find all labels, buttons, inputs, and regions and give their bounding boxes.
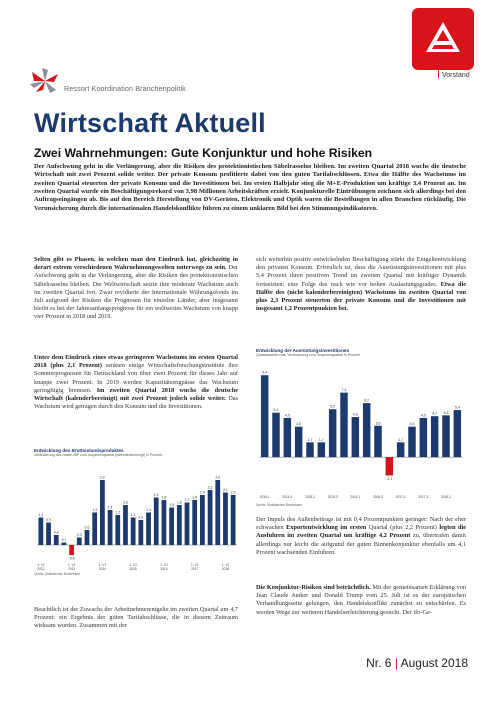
gdp-chart-bar xyxy=(146,513,151,546)
article-lead: Der Aufschwung geht in die Verlängerung, aber die Risiken des protektionistischen Säbelrasselns bleiben. Im zweiten Quartal 2018 wuchs die deutsche Wirtschaft mit zwei Prozent solide weiter. Der private Konsum profitierte dabei von den guten Tarifabschlüssen. Etwa die Hälfte des Wachstums im zweiten Quartal steuerten der private Konsum und die Investitionen bei. Im ersten Halbjahr stieg die M+E-Produktion um kräftige 3,4 Prozent an. Im zweiten Quartal wurde ein Beschäftigungsrekord von 3,98 Millionen Arbeitskräften erzielt. Konjunkturelle Eintrübungen zeichnen sich allerdings bei den Auftragseingängen ab. Bis auf den Bereich Herstellung von DV-Geräten, Elektronik und Optik waren die Bestellungen in allen Branchen rückläufig. Die Verunsicherung durch die internationalen Handelskonflikte führen zu einem unklaren Bild bei den Stimmungsindikatoren. xyxy=(34,163,466,212)
investment-chart-data-label: 1,7 xyxy=(318,437,324,442)
gdp-chart-bar xyxy=(154,498,159,546)
paragraph-wages: Beachtlich ist der Zuwachs der Arbeitnehmerentgelte im zweiten Quartal um 4,7 Prozent: ein Ergebnis der guten Tarifabschlüsse, die in diesem Zeitraum wirksam wurden. Zusammen mit der xyxy=(34,606,238,630)
paragraph-forecast-bold-2: Im zweiten Quartal 2018 wuchs die deutsche Wirtschaft (kalenderbereinigt) mit zwei Prozent jedoch solide weiter. xyxy=(34,386,239,403)
gdp-chart-data-label: 0,9 xyxy=(46,518,51,522)
gdp-chart-bar xyxy=(92,513,97,546)
investment-chart-data-label: 5,1 xyxy=(273,408,279,413)
paragraph-intro-text: Der Aufschwung geht in die Verlängerung, aber die Risiken des protektionistischen Säbelrasselns bleiben. Die Weltwirtschaft setzte ihre moderate Wachstum auch im zweiten Quartal fort. Zwar revidierte der Internationale Währungsfonds im Juli aufgrund der Risiken die Prognosen für einzelne Länder, aber insgesamt bleibt es bei der Jahresanfangsprognose für ein weltweites Wachstum von knapp vier Prozent in 2018 und 2019. xyxy=(34,264,238,321)
investment-chart-data-label: 3,6 xyxy=(375,421,381,426)
gdp-chart-bar xyxy=(200,495,205,545)
paragraph-investment-bold: Etwa die Hälfte des (nicht kalenderbereinigten) Wachstums im zweiten Quartal von plus 2,3 Prozent steuerten der private Konsum und die Investitionen mit insgesamt 1,2 Prozentpunkten bei. xyxy=(256,280,466,313)
issue-number: Nr. 6 xyxy=(366,656,392,670)
gdp-chart-bar xyxy=(46,523,51,546)
investment-chart-source: Quelle: Statistisches Bundesamt xyxy=(256,503,302,507)
investment-chart-data-label: 4,7 xyxy=(432,411,438,416)
gdp-chart-data-label: 0,1 xyxy=(61,538,67,542)
gdp-chart-bar xyxy=(62,543,67,546)
gdp-chart-bar xyxy=(131,518,136,546)
investment-chart-data-label: 4,6 xyxy=(352,412,358,417)
paragraph-exports-text-3: zu, übertrafen damit allerdings nur leicht die aufgrund der guten Binnenkonjunktur ebenfalls um 4,1 Prozent wachsenden Einfuhren. xyxy=(256,532,466,556)
paragraph-exports xyxy=(256,516,466,557)
gdp-chart-tick-label: 1. VJ xyxy=(191,563,199,567)
paragraph-risks-bold: Die Konjunktur-Risiken sind beträchtlich. xyxy=(256,584,371,591)
gdp-chart-data-label: 1,3 xyxy=(92,508,98,512)
investment-chart-tick-label: 2016-3 xyxy=(373,495,383,499)
investment-chart-tick-label: 2015-1 xyxy=(305,495,315,499)
investment-chart-bar xyxy=(420,418,427,457)
paragraph-forecast-end: Das Wachstum wird getragen durch den Konsum und die Investitionen. xyxy=(34,395,238,411)
investment-chart-bar xyxy=(284,418,291,457)
investment-chart-data-label: 3,5 xyxy=(296,422,302,427)
gdp-chart-tick-label: 1. VJ xyxy=(67,563,76,567)
gdp-chart-data-label: 1,0 xyxy=(138,515,144,520)
investment-chart-bar xyxy=(352,417,359,457)
investment-chart-data-label: 5,4 xyxy=(454,405,460,410)
paragraph-forecast-text: senkten einige Wirtschaftsforschungsinstitute ihre Sommerprognosen für Deutschland von über zwei Prozent für dieses Jahr auf knappe zwei Prozent. In 2019 werden Kapazitätsengpässe das Wachstum geringfügig bremsen. xyxy=(34,362,239,394)
investment-chart-data-label: 4,5 xyxy=(420,413,426,418)
gdp-chart-data-label: 2,1 xyxy=(223,488,228,492)
investment-chart-data-label: 9,4 xyxy=(262,370,268,375)
gdp-chart-data-label: 0,3 xyxy=(76,533,82,537)
gdp-chart-bar xyxy=(54,535,59,545)
investment-chart-bar xyxy=(431,416,438,457)
gdp-chart-bar xyxy=(169,508,174,546)
ig-metall-logo xyxy=(412,8,474,70)
investment-chart-subtitle: Quartalswerte real, Veränderung zum Vorjahresquartal in Prozent xyxy=(256,353,361,357)
gdp-chart-tick-label: 1. VJ xyxy=(129,563,137,567)
gdp-chart-tick-label: 2018 xyxy=(221,567,230,572)
issue-date: August 2018 xyxy=(400,656,468,670)
investment-chart-data-label: 3,5 xyxy=(409,422,415,427)
issue-separator: | xyxy=(391,656,401,670)
investment-chart-bar xyxy=(272,413,279,457)
paragraph-exports-bold-1: Exportentwicklung im ersten xyxy=(286,524,367,532)
gdp-chart-data-label: 1,8 xyxy=(192,495,198,500)
investment-chart-data-label: -2,1 xyxy=(386,477,393,482)
investment-chart-title: Entwicklung der Ausrüstungsinvestitionen xyxy=(256,348,350,353)
gdp-chart-bar xyxy=(138,520,143,545)
article-headline: Zwei Wahrnehmungen: Gute Konjunktur und hohe Risiken xyxy=(34,146,373,160)
investment-chart-tick-label: 2015-3 xyxy=(327,495,338,499)
paragraph-exports-text-1: Der Impuls des Außenbeitrags ist mit 0,4 Prozentpunkten geringer: Nach der eher schwachen xyxy=(256,516,466,532)
investment-chart-tick-label: 2017-3 xyxy=(418,495,429,499)
gdp-chart-data-label: 1,6 xyxy=(176,500,182,505)
investment-chart-tick-label: 2014-1 xyxy=(259,495,270,499)
investment-chart xyxy=(256,348,466,510)
paragraph-risks xyxy=(256,584,466,617)
investment-chart-tick-label: 2018-1 xyxy=(441,495,451,499)
investment-chart-data-label: 5,5 xyxy=(330,404,336,409)
investment-chart-bar xyxy=(408,427,415,458)
gdp-chart-data-label: 0,4 xyxy=(53,530,59,535)
investment-chart-bar xyxy=(261,375,268,457)
gdp-chart-data-label: -0,4 xyxy=(68,556,75,561)
issue-label xyxy=(366,656,468,670)
gdp-chart xyxy=(34,448,240,578)
gdp-chart-tick-label: 2013 xyxy=(68,567,76,572)
gdp-chart-data-label: 1,7 xyxy=(184,498,190,502)
gdp-chart-data-label: 2,6 xyxy=(100,475,105,480)
gdp-chart-bar xyxy=(115,515,120,545)
investment-chart-data-label: 6,2 xyxy=(364,398,370,403)
gdp-chart-bar xyxy=(162,500,167,545)
investment-chart-tick-label: 2014-3 xyxy=(282,495,293,499)
gdp-chart-data-label: 1,4 xyxy=(107,505,113,510)
gdp-chart-tick-label: 2014 xyxy=(98,567,106,572)
paragraph-investment xyxy=(256,256,466,313)
gdp-chart-bar xyxy=(231,495,236,545)
paragraph-risks-text: Mit der gemeinsamen Erklärung von Jean Claude Junker und Donald Trump vom 25. Juli ist es der europäischen Verhandlungsseite gelungen, den Handelskonflikt zunächst zu entschärfen. Es werden Wege zur weiteren Handelserleichterung gesucht. Der ifo-Ge- xyxy=(256,584,466,616)
gdp-chart-data-label: 0,6 xyxy=(84,525,90,530)
investment-chart-data-label: 1,7 xyxy=(307,437,313,442)
gdp-chart-plot xyxy=(34,462,240,574)
gdp-chart-bar xyxy=(223,493,228,546)
gdp-chart-data-label: 2,2 xyxy=(207,485,213,490)
paragraph-exports-bold-2: legten die Ausfuhren im zweiten Quartal um kräftige 4,2 Prozent xyxy=(256,524,466,540)
gdp-chart-data-label: 2,0 xyxy=(200,490,205,495)
gdp-chart-tick-label: 1. VJ xyxy=(98,563,107,567)
page-title: Wirtschaft Aktuell xyxy=(34,108,266,138)
investment-chart-data-label: 1,7 xyxy=(398,437,404,442)
paragraph-forecast-bold: Unter dem Eindruck eines etwas geringeren Wachstums im ersten Quartal 2018 (plus 2,1 Prozent) xyxy=(34,354,238,370)
gdp-chart-bar xyxy=(100,480,105,545)
gdp-chart-bar xyxy=(38,518,43,546)
department-name: Ressort Koordination Branchenpolitik xyxy=(64,84,186,93)
gdp-chart-tick-label: 2012 xyxy=(37,567,45,572)
gdp-chart-bar xyxy=(215,480,220,545)
gdp-chart-data-label: 1,2 xyxy=(115,510,121,515)
department-logo-icon xyxy=(28,66,62,96)
gdp-chart-tick-label: 2017 xyxy=(191,567,199,572)
investment-chart-plot xyxy=(256,362,466,502)
gdp-chart-data-label: 1,1 xyxy=(130,513,136,517)
gdp-chart-title: Entwicklung des Bruttoinlandsproduktes xyxy=(34,448,124,453)
investment-chart-bar xyxy=(397,442,404,457)
investment-chart-data-label: 4,5 xyxy=(284,413,290,418)
gdp-chart-bar xyxy=(108,510,113,545)
gdp-chart-data-label: 1,6 xyxy=(123,500,128,505)
investment-chart-data-label: 7,4 xyxy=(341,388,347,393)
paragraph-investment-text: sich weiterhin positiv entwickelnden Beschäftigung stärkt die Entgeltentwicklung den privaten Konsum. Erfreulich ist, dass die Ausrüstungsinvestitionen mit plus 5,4 Prozent ihren positiven Trend im zweiten Quartal mit kräftiger Dynamik fortsetzten: eine Folge des nach wie vor hohen Auslastungsgrades. xyxy=(256,256,466,288)
gdp-chart-tick-label: 1. VJ xyxy=(221,563,230,567)
gdp-chart-data-label: 1,1 xyxy=(38,513,44,517)
gdp-chart-bar xyxy=(77,538,82,546)
gdp-chart-data-label: 2,6 xyxy=(215,475,221,480)
gdp-chart-bar xyxy=(185,503,190,546)
gdp-chart-data-label: 1,9 xyxy=(153,493,159,497)
gdp-chart-bar xyxy=(69,545,74,555)
gdp-chart-data-label: 1,5 xyxy=(169,503,174,507)
gdp-chart-tick-label: 2016 xyxy=(160,567,168,572)
gdp-chart-tick-label: 1. VJ xyxy=(37,563,45,567)
gdp-chart-bar xyxy=(208,490,213,545)
investment-chart-bar xyxy=(374,426,381,457)
paragraph-forecast xyxy=(34,354,238,411)
gdp-chart-data-label: 1,8 xyxy=(161,495,167,500)
paragraph-intro xyxy=(34,256,238,322)
vorstand-label: Vorstand xyxy=(438,70,470,79)
investment-chart-tick-label: 2016-1 xyxy=(350,495,361,499)
gdp-chart-data-label: 1,3 xyxy=(146,508,151,512)
investment-chart-bar xyxy=(386,457,393,475)
investment-chart-bar xyxy=(442,415,449,457)
paragraph-intro-bold: Selten gibt es Phasen, in welchen man den Eindruck hat, gleichzeitig in derart extrem verschiedenen Wahrnehmungswelten unterwegs zu sein. xyxy=(34,256,238,272)
investment-chart-bar xyxy=(329,409,336,457)
investment-chart-bar xyxy=(363,403,370,457)
investment-chart-bar xyxy=(340,393,347,457)
gdp-chart-data-label: 2,0 xyxy=(230,490,236,495)
paragraph-exports-text-2: Quartal (plus 2,2 Prozent) xyxy=(366,524,437,532)
gdp-chart-bar xyxy=(123,505,128,545)
gdp-chart-subtitle: Veränderung des realen BIP zum Vorjahresquartal (kalenderbereinigt) in Prozent xyxy=(34,453,163,457)
investment-chart-data-label: 4,8 xyxy=(443,410,449,415)
investment-chart-tick-label: 2017-1 xyxy=(395,495,406,499)
investment-chart-bar xyxy=(454,410,461,457)
gdp-chart-tick-label: 2015 xyxy=(129,567,137,572)
gdp-chart-source: Quelle: Statistisches Bundesamt xyxy=(34,572,80,576)
investment-chart-bar xyxy=(318,442,325,457)
investment-chart-bar xyxy=(306,442,313,457)
gdp-chart-bar xyxy=(192,500,197,545)
gdp-chart-tick-label: 1. VJ xyxy=(160,563,168,567)
investment-chart-bar xyxy=(295,427,302,458)
gdp-chart-bar xyxy=(85,530,90,545)
gdp-chart-bar xyxy=(177,505,182,545)
